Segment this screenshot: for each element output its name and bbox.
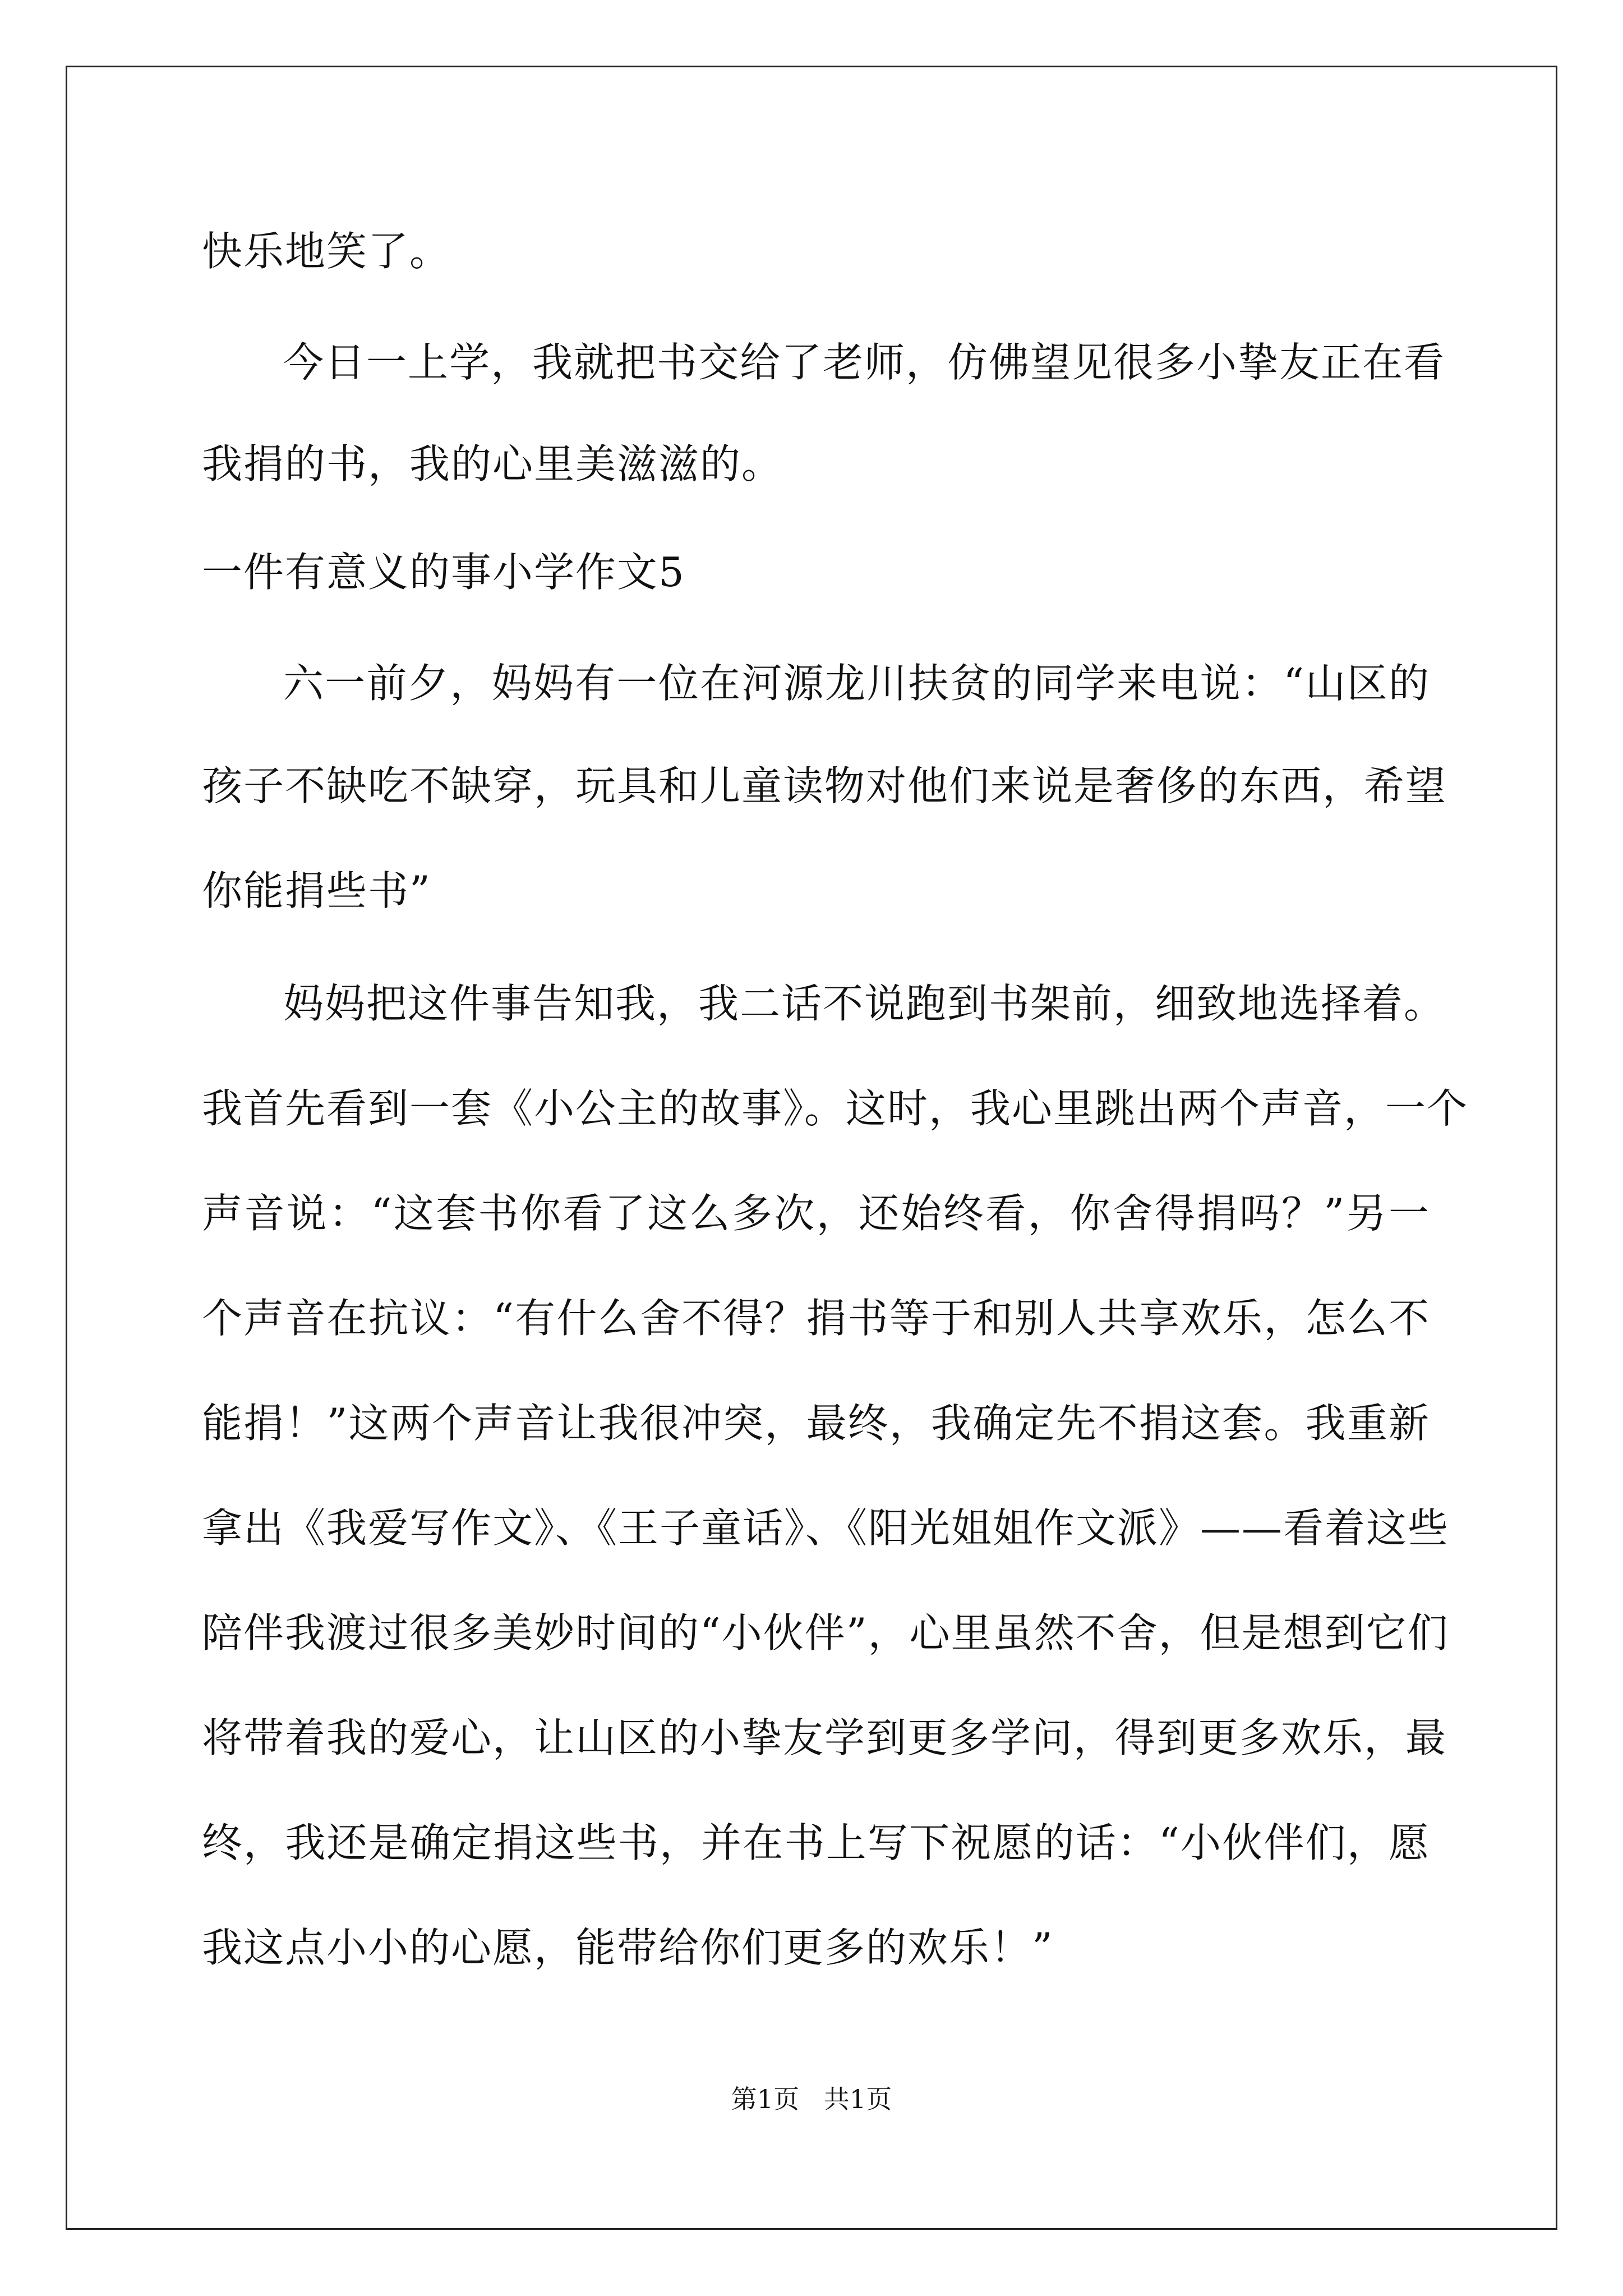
page-number: 第1页 共1页: [731, 2084, 892, 2114]
paragraph-line: 能捐！”这两个声音让我很冲突，最终，我确定先不捐这套。我重新: [202, 1400, 1430, 1447]
paragraph-line: 陪伴我渡过很多美妙时间的“小伙伴”，心里虽然不舍，但是想到它们: [202, 1609, 1449, 1657]
page-border: [66, 66, 1557, 2230]
paragraph-line: 将带着我的爱心，让山区的小挚友学到更多学问，得到更多欢乐，最: [202, 1714, 1447, 1761]
paragraph-line: 声音说：“这套书你看了这么多次，还始终看，你舍得捐吗？”另一: [202, 1190, 1430, 1237]
paragraph-line: 孩子不缺吃不缺穿，玩具和儿童读物对他们来说是奢侈的东西，希望: [202, 762, 1447, 809]
paragraph-line: 快乐地笑了。: [202, 228, 451, 275]
paragraph-line: 我捐的书，我的心里美滋滋的。: [202, 440, 783, 487]
paragraph-line: 妈妈把这件事告知我，我二话不说跑到书架前，细致地选择着。: [283, 980, 1446, 1027]
paragraph-line: 六一前夕，妈妈有一位在河源龙川扶贫的同学来电说：“山区的: [283, 660, 1430, 707]
paragraph-line: 我这点小小的心愿，能带给你们更多的欢乐！”: [202, 1924, 1054, 1971]
section-heading: 一件有意义的事小学作文5: [202, 549, 685, 596]
paragraph-line: 个声音在抗议：“有什么舍不得？捐书等于和别人共享欢乐，怎么不: [202, 1295, 1430, 1342]
paragraph-line: 你能捐些书”: [202, 867, 431, 914]
paragraph-line: 我首先看到一套《小公主的故事》。这时，我心里跳出两个声音，一个: [202, 1085, 1469, 1132]
paragraph-line: 今日一上学，我就把书交给了老师，仿佛望见很多小挚友正在看: [283, 339, 1446, 386]
paragraph-line: 拿出《我爱写作文》、《王子童话》、《阳光姐姐作文派》——看着这些: [202, 1504, 1450, 1552]
paragraph-line: 终，我还是确定捐这些书，并在书上写下祝愿的话：“小伙伴们，愿: [202, 1819, 1430, 1866]
